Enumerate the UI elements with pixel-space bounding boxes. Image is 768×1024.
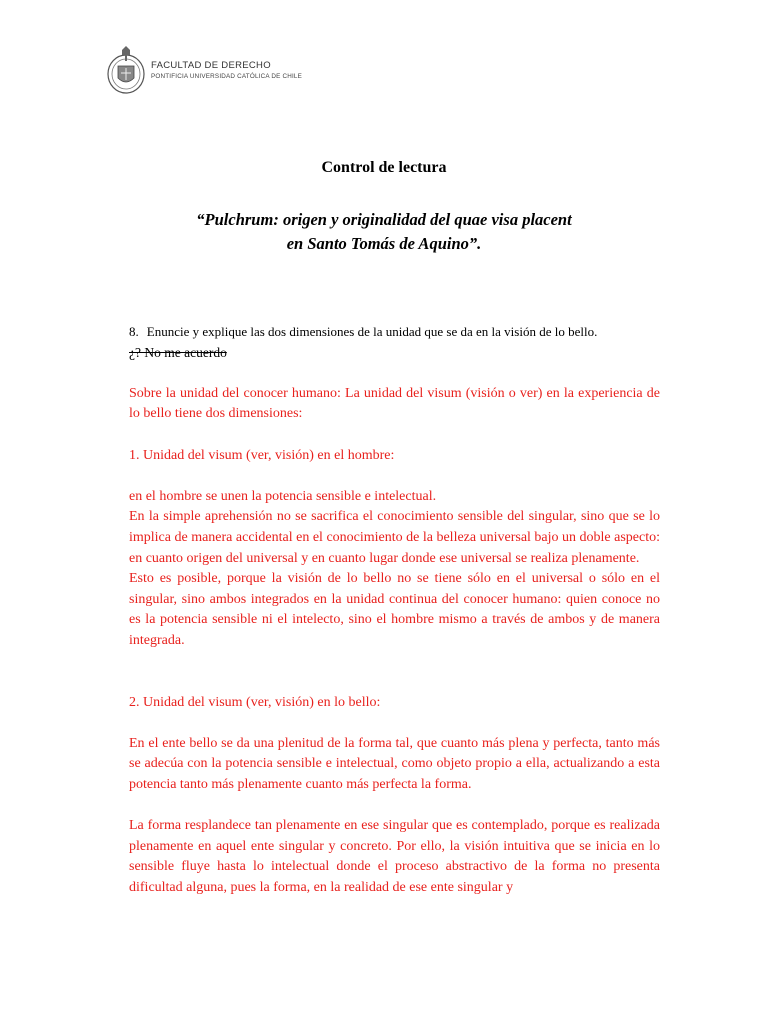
document-body [129,322,660,899]
question-8 [129,322,660,343]
question-number: 8. [129,324,139,339]
point-1-paragraph-1: en el hombre se unen la potencia sensible e intelectual. [129,488,437,504]
logo-text [151,60,302,81]
subtitle-line-1: “Pulchrum: origen y originalidad del quae visa placent [196,210,572,229]
struck-answer: ¿? No me acuerdo [129,344,227,360]
faculty-name: FACULTAD DE DERECHO [151,59,271,71]
question-text: Enuncie y explique las dos dimensiones de la unidad que se da en la visión de lo bello. [146,324,598,339]
document-title: Control de lectura [321,159,447,176]
answer-intro: Sobre la unidad del conocer humano: La unidad del visum (visión o ver) en la experiencia de lo bello tiene dos dimensiones: [129,385,660,422]
faculty-logo [106,44,302,96]
subtitle-line-2: en Santo Tomás de Aquino”. [286,234,482,253]
point-2-paragraph-2: La forma resplandece tan plenamente en ese singular que es contemplado, porque es realizada plenamente en aquel ente singular y concreto. Por ello, la visión intuitiva que se inicia en lo sensible fluye hasta lo intelectual donde el proceso abstractivo de la forma no presenta dificultad alguna, pues la forma, en la realidad de ese ente singular y [129,818,660,896]
point-2-paragraph-1: En el ente bello se da una plenitud de la forma tal, que cuanto más plena y perfecta, tanto más se adecúa con la potencia sensible e intelectual, como objeto propio a ella, actualizando a esta potencia tanto más plenamente cuanto más perfecta la forma. [129,735,660,793]
point-1-paragraph-2: En la simple aprehensión no se sacrifica el conocimiento sensible del singular, sino que se lo implica de manera accidental en el conocimiento de la belleza universal bajo un doble aspecto: en cuanto origen del universal y en cuanto lugar donde ese universal se realiza plenamente. [129,509,660,566]
document-subtitle [0,208,768,256]
point-1-paragraph-3: Esto es posible, porque la visión de lo bello no se tiene sólo en el universal o sólo en el singular, sino ambos integrados en la unidad continua del conocer humano: quien conoce no es la potencia sensible ni el intelecto, sino el hombre mismo a través de ambos y de manera integrada. [129,571,660,648]
university-seal-icon [106,44,146,96]
point-1-heading: 1. Unidad del visum (ver, visión) en el hombre: [129,447,395,463]
university-name: PONTIFICIA UNIVERSIDAD CATÓLICA DE CHILE [151,72,302,80]
point-2-heading: 2. Unidad del visum (ver, visión) en lo bello: [129,694,381,710]
